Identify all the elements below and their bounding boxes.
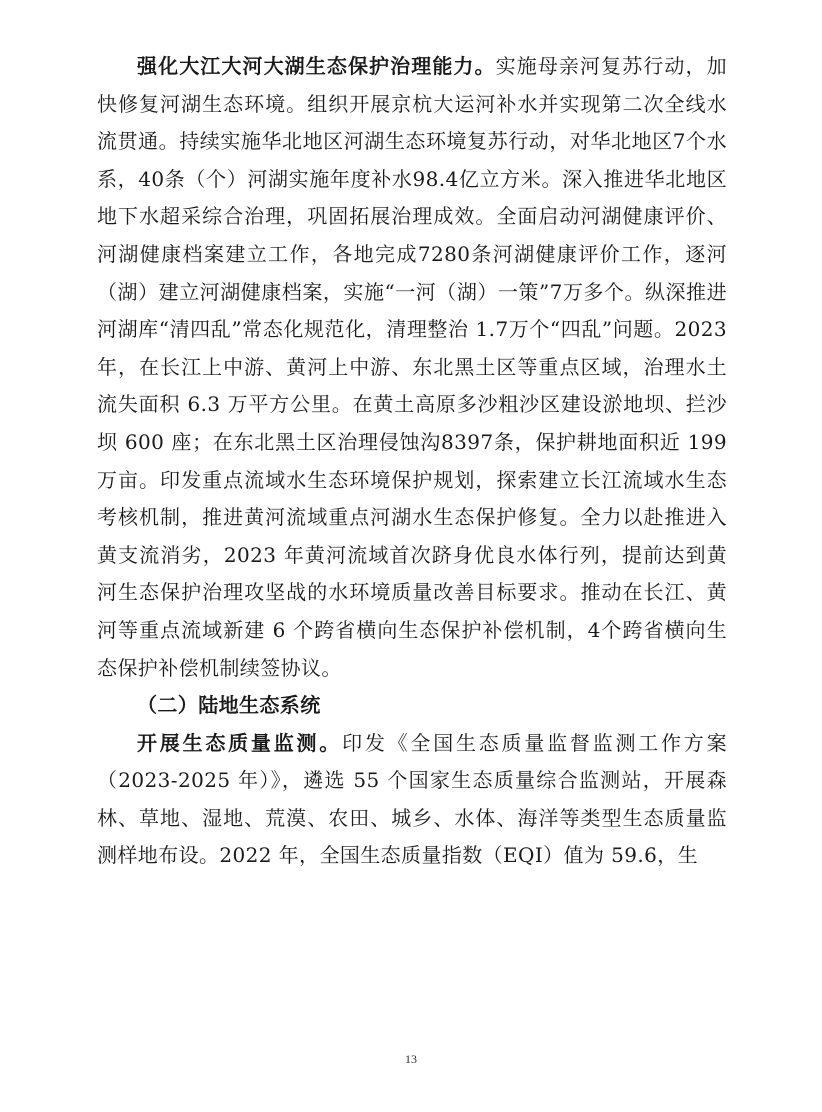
paragraph-river-lake-protection — [97, 48, 727, 687]
paragraph-body: 实施母亲河复苏行动，加快修复河湖生态环境。组织开展京杭大运河补水并实现第二次全线水流贯通。持续实施华北地区河湖生态环境复苏行动，对华北地区7个水系，40条（个）河湖实施年度补水98.4亿立方米。深入推进华北地区地下水超采综合治理，巩固拓展治理成效。全面启动河湖健康评价、河湖健康档案建立工作，各地完成7280条河湖健康评价工作，逐河（湖）建立河湖健康档案，实施“一河（湖）一策”7万多个。纵深推进河湖库“清四乱”常态化规范化，清理整治 1.7万个“四乱”问题。2023 年，在长江上中游、黄河上中游、东北黑土区等重点区域，治理水土流失面积 6.3 万平方公里。在黄土高原多沙粗沙区建设淤地坝、拦沙坝 600 座；在东北黑土区治理侵蚀沟8397条，保护耕地面积近 199 万亩。印发重点流域水生态环境保护规划，探索建立长江流域水生态考核机制，推进黄河流域重点河湖水生态保护修复。全力以赴推进入黄支流消劣，2023 年黄河流域首次跻身优良水体行列，提前达到黄河生态保护治理攻坚战的水环境质量改善目标要求。推动在长江、黄河等重点流域新建 6 个跨省横向生态保护补偿机制，4个跨省横向生态保护补偿机制续签协议。 — [97, 54, 727, 680]
paragraph-lead: 开展生态质量监测。 — [137, 730, 343, 755]
paragraph-lead: 强化大江大河大湖生态保护治理能力。 — [137, 54, 496, 78]
paragraph-body: 印发《全国生态质量监督监测工作方案（2023-2025 年）》，遴选 55 个国家生态质量综合监测站，开展森林、草地、湿地、荒漠、农田、城乡、水体、海洋等类型生态质量监测样地布设。2022 年，全国生态质量指数（EQI）值为 59.6，生 — [97, 730, 727, 868]
document-page — [97, 48, 727, 875]
section-heading: （二）陆地生态系统 — [137, 693, 321, 718]
page-number: 13 — [405, 1052, 417, 1066]
paragraph-eco-quality-monitoring — [97, 725, 727, 875]
